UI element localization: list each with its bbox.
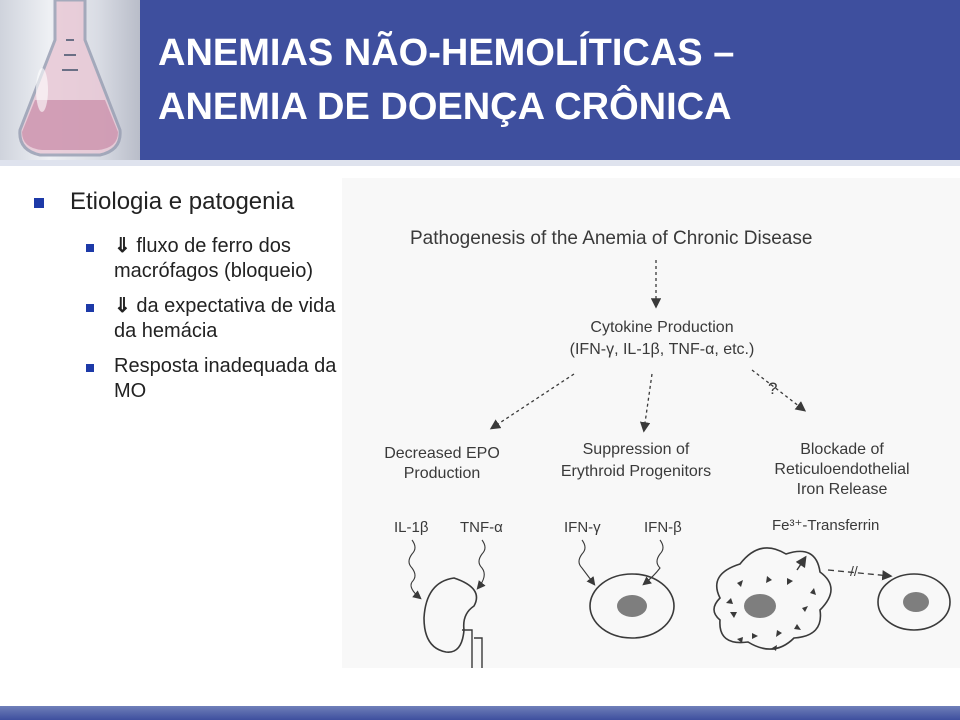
- footer-bar: [0, 706, 960, 720]
- col1-label-2: Production: [403, 465, 481, 482]
- bullet-sub-1: [34, 234, 354, 284]
- col3-label-1: Blockade of: [800, 441, 884, 458]
- sub1a-label: IL-1β: [394, 519, 429, 536]
- bullet-sub-1-text: fluxo de ferro dos macrófagos (bloqueio): [114, 235, 313, 282]
- bullet-square-icon: [86, 244, 94, 252]
- divider-strip: [0, 160, 960, 166]
- col3-label-3: Iron Release: [796, 481, 888, 498]
- title-line-1: ANEMIAS NÃO-HEMOLÍTICAS –: [158, 32, 735, 74]
- bullet-square-icon: [34, 198, 44, 208]
- bullet-sub-3: [34, 354, 354, 404]
- sub1b-label: TNF-α: [460, 519, 503, 536]
- diagram-title: Pathogenesis of the Anemia of Chronic Disease: [410, 228, 813, 249]
- slide-title: [158, 26, 948, 134]
- title-line-2: ANEMIA DE DOENÇA CRÔNICA: [158, 86, 732, 128]
- bullet-sub-3-text: Resposta inadequada da MO: [114, 355, 337, 402]
- kidney-icon: [424, 578, 477, 652]
- flask-image: [0, 0, 140, 160]
- col2-label-2: Erythroid Progenitors: [560, 463, 712, 480]
- wavy-arrow-icon: [409, 540, 420, 598]
- col2-label-1: Suppression of: [582, 441, 690, 458]
- sub2b-label: IFN-β: [644, 519, 682, 536]
- sub2a-label: IFN-γ: [564, 519, 601, 536]
- col1-label-1: Decreased EPO: [384, 445, 500, 462]
- col3-label-2: Reticuloendothelial: [774, 461, 910, 478]
- bullet-list: [34, 184, 354, 404]
- svg-text://: //: [850, 563, 858, 579]
- wavy-arrow-icon: [579, 540, 594, 584]
- question-mark: ?: [768, 379, 778, 398]
- sub3-label: Fe³⁺-Transferrin: [772, 517, 880, 534]
- bullet-square-icon: [86, 304, 94, 312]
- macrophage-icon: [714, 548, 831, 649]
- bullet-main: [34, 184, 354, 220]
- wavy-arrow-icon: [644, 540, 663, 584]
- cytokine-label: Cytokine Production: [590, 319, 734, 336]
- bullet-square-icon: [86, 364, 94, 372]
- cytokine-list: (IFN-γ, IL-1β, TNF-α, etc.): [569, 341, 755, 358]
- bullet-main-text: Etiologia e patogenia: [70, 188, 295, 215]
- bullet-sub-2: [34, 294, 354, 344]
- down-arrow-icon: ⇓: [114, 235, 131, 257]
- bullet-sub-2-text: da expectativa de vida da hemácia: [114, 295, 336, 342]
- down-arrow-icon: ⇓: [114, 295, 131, 317]
- wavy-arrow-icon: [478, 540, 485, 588]
- pathogenesis-diagram: [342, 178, 960, 668]
